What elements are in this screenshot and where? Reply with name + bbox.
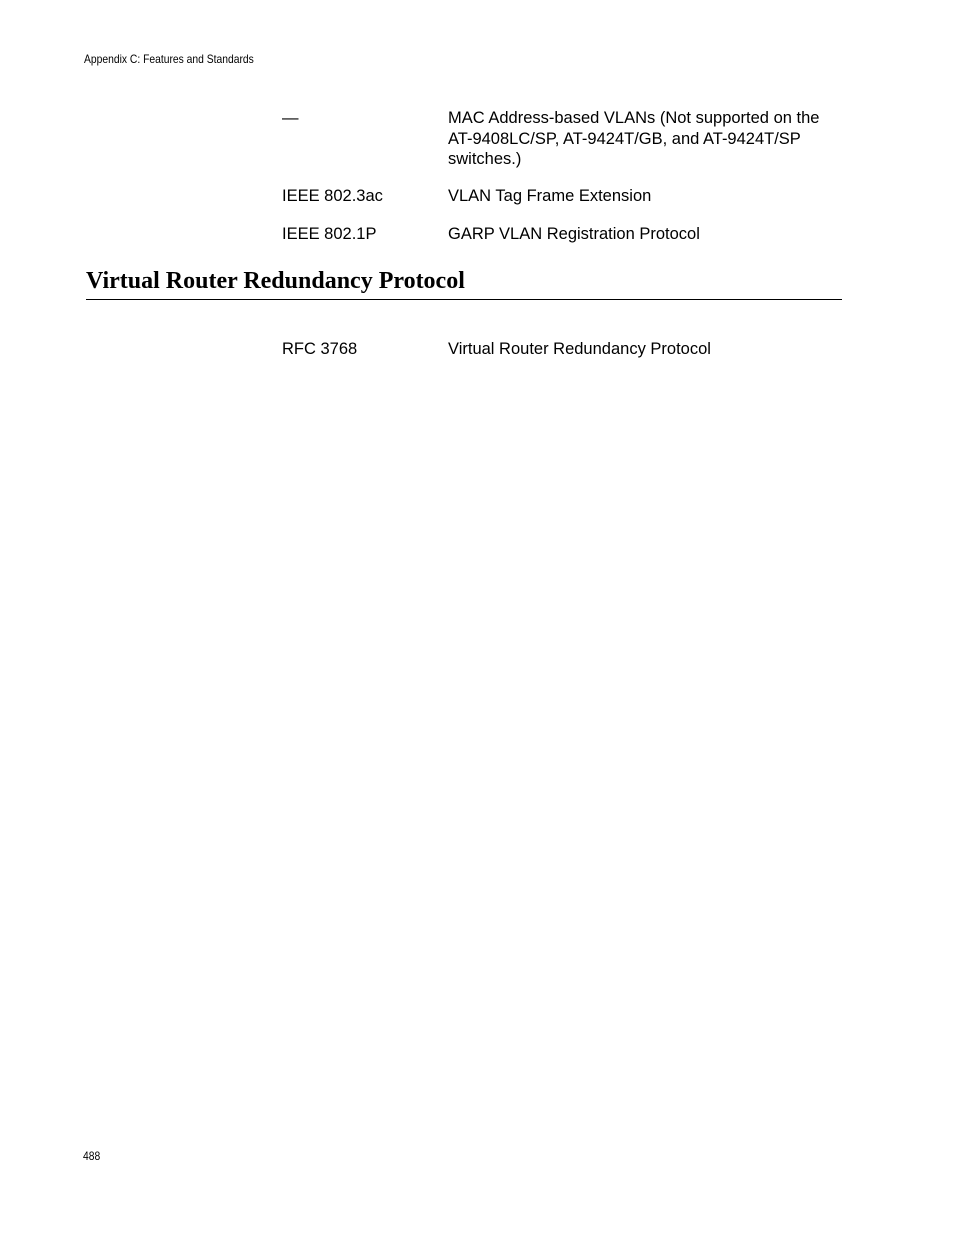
standard-id: IEEE 802.3ac: [282, 187, 383, 205]
section-divider: [86, 299, 842, 300]
standard-description: VLAN Tag Frame Extension: [448, 187, 652, 205]
standard-description: Virtual Router Redundancy Protocol: [448, 340, 711, 358]
section-title: Virtual Router Redundancy Protocol: [86, 268, 465, 294]
standard-id: —: [282, 109, 299, 127]
standard-id: IEEE 802.1P: [282, 225, 377, 243]
page-number: 488: [83, 1149, 101, 1163]
standard-id: RFC 3768: [282, 340, 358, 358]
standard-description: MAC Address-based VLANs (Not supported on the AT-9408LC/SP, AT-9424T/GB, and AT-9424T/SP switches.): [448, 109, 820, 168]
running-header: Appendix C: Features and Standards: [84, 52, 254, 66]
standard-description: GARP VLAN Registration Protocol: [448, 225, 700, 243]
